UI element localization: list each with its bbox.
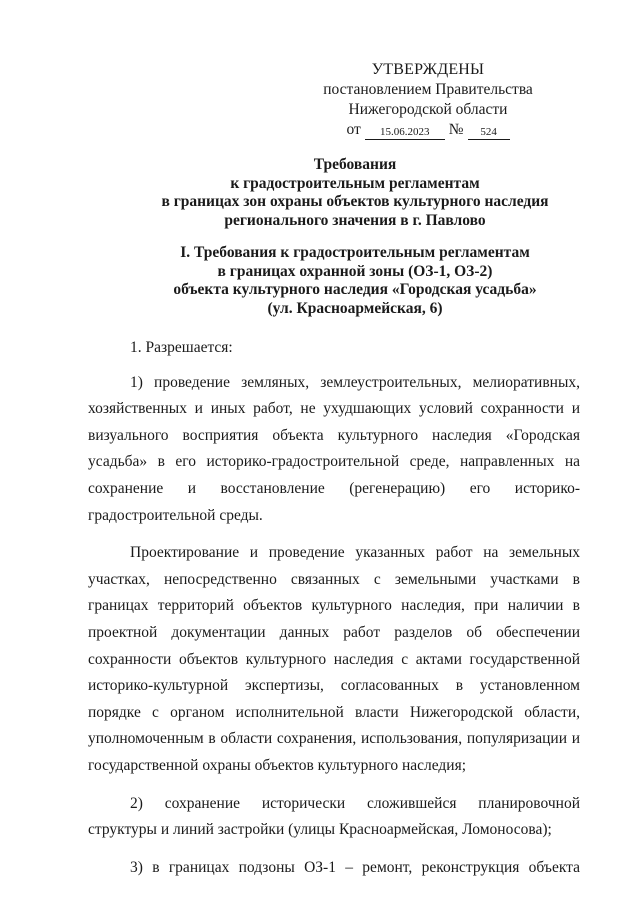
document-title: [90, 156, 620, 230]
section-line-4: (ул. Красноармейская, 6): [267, 299, 443, 317]
paragraph-design: Проектирование и проведение указанных работ на земельных участках, непосредственно связанных с земельными участками в границах территорий объектов культурного наследия, при наличии в проектной документации данных работ разделов об обеспечении сохранности объектов культурного наследия с актами государственной историко-культурной экспертизы, согласованных в установленном порядке с органом исполнительной власти Нижегородской области, уполномоченным в области сохранения, использования, популяризации и государственной охраны объектов культурного наследия;: [88, 544, 580, 774]
paragraph-item-1: 1) проведение земляных, землеустроительных, мелиоративных, хозяйственных и иных работ, не ухудшающих условий сохранности и визуального восприятия объекта культурного наследия «Городская усадьба» в его историко-градостроительной среде, направленных на сохранение и восстановление (регенерацию) его историко-градостроительной среды.: [88, 373, 580, 524]
title-line-4: регионального значения в г. Павлово: [224, 211, 486, 229]
approval-number: 524: [468, 126, 510, 140]
document-body: [88, 335, 580, 881]
title-line-2: к градостроительным регламентам: [230, 174, 480, 192]
approval-heading: УТВЕРЖДЕНЫ: [371, 61, 485, 78]
section-line-2: в границах охранной зоны (ОЗ-1, ОЗ-2): [217, 262, 493, 280]
approval-date: 15.06.2023: [365, 126, 445, 140]
from-label: от: [346, 121, 361, 138]
section-heading: [90, 244, 620, 318]
section-line-3: объекта культурного наследия «Городская усадьба»: [173, 281, 537, 298]
approval-stamp: [318, 60, 538, 140]
paragraph-item-2: 2) сохранение исторически сложившейся планировочной структуры и линий застройки (улицы Красноармейская, Ломоносова);: [88, 794, 580, 839]
number-label: №: [448, 121, 464, 138]
section-line-1: I. Требования к градостроительным регламентам: [180, 244, 530, 261]
approval-line-2: Нижегородской области: [348, 101, 508, 118]
approval-line-1: постановлением Правительства: [323, 81, 533, 98]
title-line-3: в границах зон охраны объектов культурного наследия: [161, 193, 549, 210]
paragraph-item-3: 3) в границах подзоны ОЗ-1 – ремонт, реконструкция объекта: [130, 858, 580, 876]
approval-date-line: [318, 120, 538, 140]
title-line-1: Требования: [313, 156, 397, 173]
paragraph-intro: 1. Разрешается:: [130, 339, 233, 356]
